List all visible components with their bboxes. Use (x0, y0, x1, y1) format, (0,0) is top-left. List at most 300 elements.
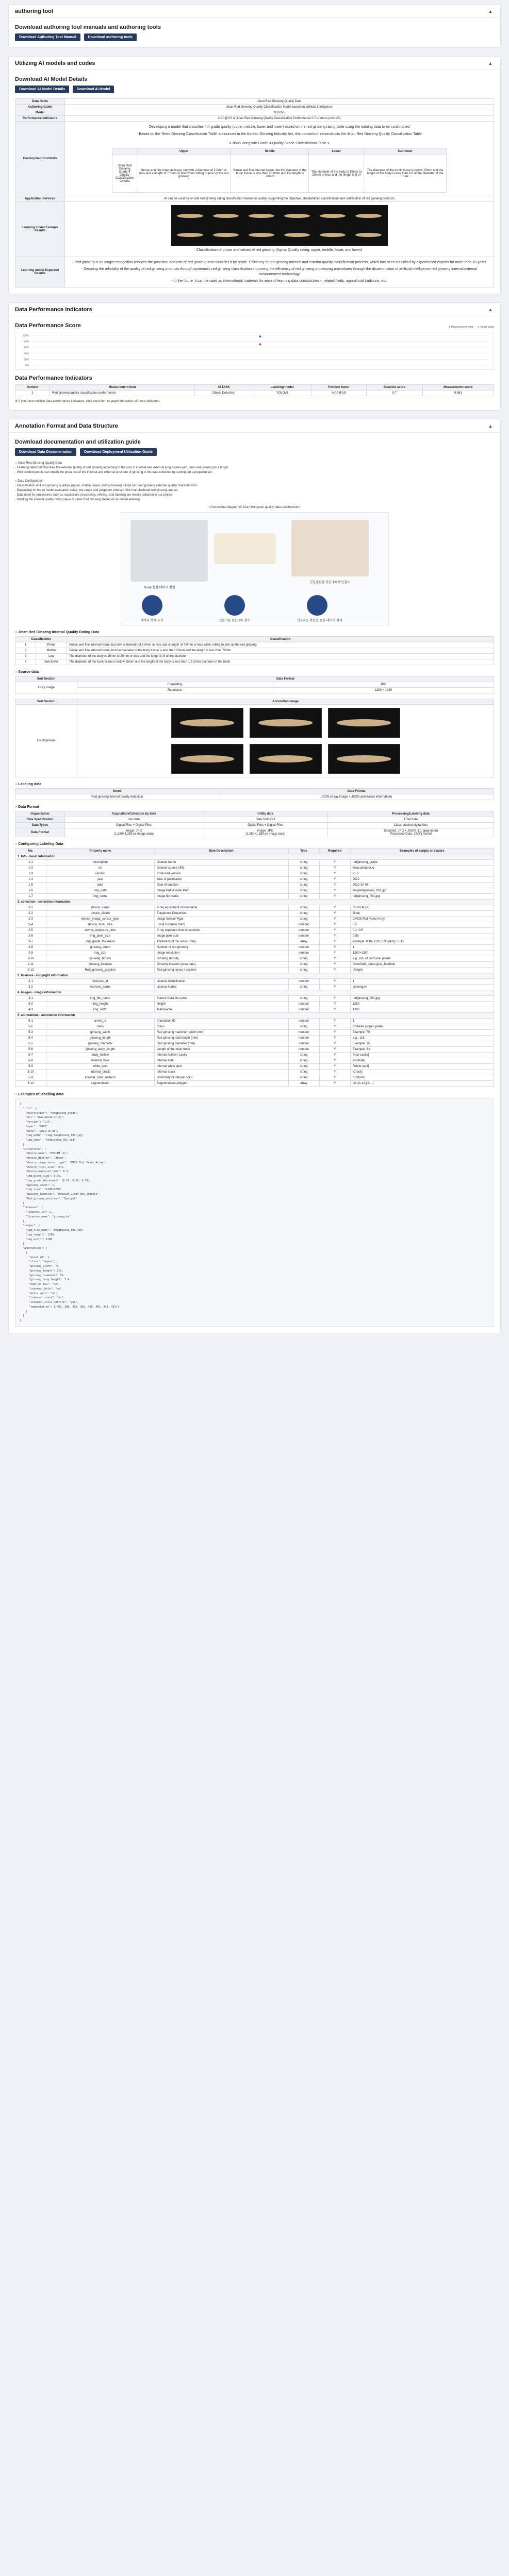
cell: Image Sensor Type (154, 917, 288, 922)
config-line: - Classification of 4 red ginseng qualities (upper, middle, lower, and sub-lower) based on 5 red ginseng external quality characteristics (15, 484, 198, 488)
table-row (15, 866, 494, 871)
cell: Annotation ID (154, 1019, 288, 1024)
cell: 5-3 (15, 1030, 46, 1036)
cell: v1.0 (350, 871, 494, 877)
learn-caption: Classification of prices and values of red ginseng (Agrisi: Quality rating: upper, middle, lower, and lower) (196, 248, 363, 252)
table-row (15, 1058, 494, 1064)
cell: ginseng_tensity (46, 956, 155, 962)
cell: 1280×1280 (350, 951, 494, 956)
cell: Focal Distance (mm) (154, 922, 288, 928)
example-json: { "info": { "description": "redginseng_grade", "url": "www.aihub.or.kr", "version": "1.0", "year": "2022", "date": "2022-10-05", "img_path": "/img/redginseng_001.jpg", "img_name": "redginseng_001.jpg" }, "collection": { "device_name": "DEXIEM (X)", "device_distrib": "Jinan", "device_image_sensor_type": "CMOS Flat Panel Array", "device_focal_size": 0.5, "device_exposure_time": 0.3, "img_pixel_size": 0.05, "img_grade_thickness": [0.10, 0.20, 0.30], "ginseng_count": 1, "img_size": "1280x1280", "ginseng_location": "DoneSaM_Jinan-gun_Jeonbuk", "Red_ginseng_position": "Upright" }, "licenses": { "licenses_id": 1, "licenses_name": "ginseng.kr" }, "images": { "img_file_name": "redginseng_001.jpg", "img_height": 1280, "img_width": 1280 }, "annotations": [ { "annot_id": 1, "class": "upper", "ginseng_width": 70, "ginseng_length": 115, "ginseng_diameter": 15, "ginseng_body_length": 3.4, "body_hollow": "no", "internal_hole": "no", "white_spot": "no", "internal_crack": "no", "internal_color_uniform": "yes", "segmentation": [[402, 388, 410, 392, 420, 401, 433, 415]] } ] } (15, 1098, 494, 1327)
grade-cell: Sense and fine internal tissue, but with a diameter of 2.0mm or less and a length of 7.0mm or less when rolling to pick up the red ginseng (137, 155, 231, 193)
cell: ginseng_length (46, 1036, 155, 1041)
intro-line: - Learning data that classifies the external quality of red ginseng according to the size of internal and external long bodies with Jinan red ginseng as a target (15, 466, 228, 470)
cell: Y (319, 968, 350, 973)
chevron-up-icon[interactable]: ▲ (488, 423, 493, 429)
cell: 2 (15, 648, 36, 654)
grade-cell: The diameter of the trunk tissue is below 15mm and the length of the body is less than 1/2 of the diameter of the trunk (364, 155, 447, 193)
spec-group-row (15, 900, 494, 905)
cell: 1-1 (15, 860, 46, 866)
cell: 1 (350, 945, 494, 951)
cell: Formatting (77, 682, 273, 688)
effect-line: - In the future, it can be used as international materials for ease of learning data construction in related fields, agricultural traditions, etc. (171, 279, 387, 283)
legend-item[interactable]: ● Measurement value (449, 326, 474, 329)
cell: string (288, 1058, 319, 1064)
cell: Internal white spot (154, 1064, 288, 1070)
cell: 2-9 (15, 951, 46, 956)
cell: /img/redginseng_001.jpg (350, 888, 494, 894)
table-row (15, 996, 494, 1002)
cell: white_spot (46, 1064, 155, 1070)
col-header: Sort Section (15, 676, 77, 682)
cell: 2-1 (15, 905, 46, 911)
cell: 5-5 (15, 1041, 46, 1047)
col-header: Data Format (77, 676, 494, 682)
cell: Red ginseng quality classification performance (50, 391, 195, 396)
config-line: - Depending on the AI model evaluation value, the range and judgment criteria of the manufactured red ginseng are set (15, 489, 178, 493)
cell: 1 (350, 1019, 494, 1024)
download-model-button[interactable]: Download AI Model (73, 86, 114, 93)
cell: Y (319, 860, 350, 866)
cell: Y (319, 962, 350, 968)
cell: Transverse (154, 1007, 288, 1013)
section-header[interactable] (9, 303, 500, 316)
cell: Y (319, 894, 350, 900)
section-title: Data Performance Indicators (15, 306, 92, 313)
cell: 2-3 (15, 917, 46, 922)
row-value: AI can be used for on-site red ginseng rating classification based on quality, supporting the objective, standardized classification and certification of red ginseng products (65, 196, 494, 202)
cell: Red_ginseng_position (46, 968, 155, 973)
y-tick-label: 80.0 (24, 340, 29, 344)
performance-chart (15, 332, 494, 370)
cell: Year of publication (154, 877, 288, 883)
cell: [x1,y1,x2,y2,...] (350, 1081, 494, 1087)
col-header: Data Format (219, 789, 494, 794)
cell: Y (319, 956, 350, 962)
row-label: Application Services (15, 196, 65, 202)
ginseng-thumb (209, 207, 243, 225)
table-row (15, 894, 494, 900)
cell: Y (319, 1047, 350, 1053)
xray-image (171, 744, 243, 774)
cell: annot_id (46, 1019, 155, 1024)
cell: Date of creation (154, 883, 288, 888)
cell: Image Path/Folder Path (154, 888, 288, 894)
cell: number (288, 928, 319, 934)
cell: string (288, 905, 319, 911)
ginseng-thumb (280, 207, 314, 225)
cell: 1-4 (15, 877, 46, 883)
cell: img_height (46, 1002, 155, 1007)
grade-header: Sub-lower (364, 149, 447, 155)
cell: 1-5 (15, 883, 46, 888)
cell: device_image_sensor_type (46, 917, 155, 922)
cell: 2022 (350, 877, 494, 883)
section-heading: Download authoring tool manuals and authoring tools (15, 24, 161, 30)
col-header: Classification (67, 637, 494, 642)
cell: number (288, 1047, 319, 1053)
cell: Segmentation polygon (154, 1081, 288, 1087)
grade-cell: The diameter of the body is 15mm to 20mm or less and the length is 5 of (309, 155, 364, 193)
row-value: Jinan Red Ginseng Quality Data (65, 99, 494, 105)
cell: Internal crack (154, 1070, 288, 1075)
format-table (15, 811, 494, 837)
labeling-spec-table (15, 848, 494, 1087)
cell: internal_crack (46, 1070, 155, 1075)
cell: licenses_name (46, 985, 155, 990)
col-header: No. (15, 849, 46, 854)
cell: Image file name (154, 894, 288, 900)
table-row (15, 1053, 494, 1058)
cell: year (46, 877, 155, 883)
cell: Data Hold-Out (203, 817, 328, 823)
cell: string (288, 956, 319, 962)
cell: device_exposure_time (46, 928, 155, 934)
cell: JPG (273, 682, 494, 688)
col-header: Utility data (203, 811, 328, 817)
cell: 5-8 (15, 1058, 46, 1064)
table-row (15, 860, 494, 866)
ginseng-thumb (244, 207, 278, 225)
annotation-image-table (15, 699, 494, 777)
model-desc: - Based on the 'Seed Ginseng Classification Table' announced in the Korean Ginseng Industry Act, this consortium reconstructs the Jinan Red Ginseng Quality Classification Table (137, 132, 422, 137)
section-ai-models (8, 56, 501, 294)
cell: 1 (15, 391, 50, 396)
section-header[interactable] (9, 419, 500, 433)
cell: Y (319, 979, 350, 985)
cell: Y (319, 1007, 350, 1013)
legend-item[interactable]: ● Target value (478, 326, 494, 329)
col-header: Organization (15, 811, 65, 817)
cell: Chinese (upper grade) (350, 1024, 494, 1030)
xray-machine-image (130, 520, 208, 582)
cell: string (288, 883, 319, 888)
cell: number (288, 922, 319, 928)
cell: Y (319, 1019, 350, 1024)
table-row (15, 877, 494, 883)
col-header: Processing/Labeling data (328, 811, 494, 817)
y-tick-label: 100.0 (22, 334, 29, 338)
cell: string (288, 877, 319, 883)
chart-svg (15, 332, 495, 369)
download-model-details-button[interactable]: Download AI Model Details (15, 86, 69, 93)
row-value: Jinan Red Ginseng Quality Classification Model based on artificial intelligence (65, 105, 494, 110)
performance-table (15, 384, 494, 396)
cell: Jinan (350, 911, 494, 917)
row-label: Learning model Expected Results (15, 257, 65, 287)
cell: string (288, 1070, 319, 1075)
xray-image (250, 744, 322, 774)
cell: Dataset source URL (154, 866, 288, 871)
config-line: - Data used for procedures such as acquisition, processing, refining, and labeling are readily obtained in our project (15, 494, 173, 497)
cell: www.aihub.or.kr (350, 866, 494, 871)
cell: string (288, 962, 319, 968)
cell: 1280 (350, 1007, 494, 1013)
cell: DoneSaM_Jinan-gun_Jeonbuk (350, 962, 494, 968)
cell: string (288, 985, 319, 990)
cell: JSON (X-ray image + JSON annotation information) (219, 794, 494, 800)
grade-table (112, 148, 447, 193)
cell: Y (319, 1064, 350, 1070)
cell: segmentation (46, 1081, 155, 1087)
cell: Produced version (154, 871, 288, 877)
cell: Data Specification (15, 817, 65, 823)
chevron-up-icon[interactable]: ▲ (488, 60, 493, 66)
data-point[interactable] (259, 335, 261, 337)
cell: 2-5 (15, 928, 46, 934)
icon-circle (307, 595, 327, 616)
intro-line: - Well divided people can obtain the presence of the internal and external structure of ginseng in the data collected by sorting out a prepared set. (15, 471, 213, 474)
table-row (15, 917, 494, 922)
label-title: ○ Labeling data (15, 783, 42, 787)
table-row (15, 871, 494, 877)
cell: Y (319, 1036, 350, 1041)
cell: DEXIEM (X) (350, 905, 494, 911)
cell: ginseng_count (46, 945, 155, 951)
cell: Y (319, 905, 350, 911)
cell: 0.1~0.5 (350, 928, 494, 934)
cell: Final data (328, 817, 494, 823)
xray-image (328, 744, 400, 774)
cell: Sub-lower (36, 659, 67, 665)
cell: array (288, 1081, 319, 1087)
table-row (15, 1002, 494, 1007)
row-label: Authoring Guide (15, 105, 65, 110)
table-row (15, 905, 494, 911)
cell: Class-labeled digital files (328, 823, 494, 828)
col-header: Annotation Image (77, 699, 494, 705)
cell: Y (319, 1075, 350, 1081)
ginseng-thumb (244, 226, 278, 244)
cell: Y (319, 1030, 350, 1036)
source-title: ○ Source data (15, 670, 39, 674)
row-value: YOLOv5 (65, 110, 494, 116)
cell: redginseng_001.jpg (350, 894, 494, 900)
cell: ginseng_diameter (46, 1041, 155, 1047)
labeling-table (15, 788, 494, 800)
cell: 2-7 (15, 939, 46, 945)
cell: ginseng_location (46, 962, 155, 968)
cell: License identification (154, 979, 288, 985)
col-header: Acquisition/Collection by date (65, 811, 203, 817)
legend-label: Measurement value (451, 326, 474, 329)
cell: Y (319, 1081, 350, 1087)
table-row (15, 1036, 494, 1041)
cell: internal_hole (46, 1058, 155, 1064)
col-header: Learning model (253, 385, 311, 391)
cell: X-ray Image (15, 682, 77, 693)
cell: 0.7 (366, 391, 422, 396)
spec-group-label: 3. licenses - copyright information (15, 973, 494, 979)
cell: 5-10 (15, 1070, 46, 1075)
cell: Y (319, 866, 350, 871)
cell: string (288, 888, 319, 894)
diagram-label: 인공지능 학습을 통한 데이터 정제 (297, 619, 342, 623)
cell: 5-12 (15, 1081, 46, 1087)
cell: image: JPG (1,280×1,280 px image data) (203, 828, 328, 837)
table-row[interactable] (15, 391, 494, 396)
diagram-label: 진한홍삼을 통한 1차 확인검사 (309, 581, 350, 585)
section-header[interactable] (9, 5, 500, 18)
col-header: Item Description (154, 849, 288, 854)
y-tick-label: 0.0 (25, 364, 29, 368)
cell: [White spot] (350, 1064, 494, 1070)
cell: Internal hollow / cavity (154, 1053, 288, 1058)
cell: 5-1 (15, 1019, 46, 1024)
cell: 2-4 (15, 922, 46, 928)
col-header: Measurement item (50, 385, 195, 391)
model-details-table (15, 98, 494, 287)
cell: device_name (46, 905, 155, 911)
example-title: ○ Examples of labelling data (15, 1093, 64, 1097)
table-row (15, 888, 494, 894)
cell: Prime (36, 642, 67, 648)
cell: CMOS Flat Panel Array (350, 917, 494, 922)
cell: string (288, 917, 319, 922)
cell: 1-7 (15, 894, 46, 900)
cell: number (288, 1030, 319, 1036)
spec-group-row (15, 990, 494, 996)
xray-image (328, 708, 400, 738)
cell: 5-11 (15, 1075, 46, 1081)
grade-corner (112, 149, 137, 155)
col-header: Perform factor (311, 385, 367, 391)
download-guide-button[interactable]: Download Deployment Utilization Guide (80, 448, 157, 456)
section-heading: Download AI Model Details (15, 76, 88, 82)
ginseng-thumb (316, 226, 350, 244)
table-row (15, 956, 494, 962)
cell: Middle (36, 648, 67, 654)
download-manual-button[interactable]: Download Authoring Tool Manual (15, 33, 80, 41)
cell: 2-2 (15, 911, 46, 917)
table-row (15, 1030, 494, 1036)
table-row (15, 951, 494, 956)
model-desc: Developing a model that classifies 4th grade quality (upper, middle, lower and lower) based on the red ginseng rating table using the training data to be constructed (149, 125, 410, 129)
cell: date (46, 883, 155, 888)
table-row (15, 1075, 494, 1081)
cell: Thickness of the slices (mm) (154, 939, 288, 945)
spec-group-label: 5. annotations - annotation information (15, 1013, 494, 1019)
cell: Low (36, 654, 67, 659)
concept-diagram (121, 512, 389, 625)
cell: 4-1 (15, 996, 46, 1002)
cell: [Non-cavity] (350, 1053, 494, 1058)
table-row (15, 1081, 494, 1087)
table-row (15, 962, 494, 968)
cell: 5-4 (15, 1036, 46, 1041)
cell: License Name (154, 985, 288, 990)
cell: e.g., No. of corrosion points (350, 956, 494, 962)
cell: string (288, 968, 319, 973)
cell: img_name (46, 894, 155, 900)
cell: Resolution (77, 688, 273, 693)
cell: Internal hole (154, 1058, 288, 1064)
cell: Y (319, 877, 350, 883)
col-header: Sort Section (15, 699, 77, 705)
cell: string (288, 1064, 319, 1070)
section-header[interactable] (9, 57, 500, 70)
effect-line: - Securing the reliability of the quality of red ginseng products through systematic red ginseng classification improving the efficiency of red ginseng processing procedures through the dissemination of artificial intelligence red ginseng internal/external measurement technology (81, 267, 478, 276)
cell: Y (319, 945, 350, 951)
spec-group-row (15, 1013, 494, 1019)
grade-rating-table (15, 636, 494, 665)
cell: 2-8 (15, 945, 46, 951)
download-tools-button[interactable]: Download authoring tools (84, 33, 137, 41)
download-documentation-button[interactable]: Download Data Documentation (15, 448, 76, 456)
data-point[interactable] (259, 344, 261, 346)
config-line: - Building the internal quality rating value of Jinan Red Ginseng based on AI model learning (15, 498, 140, 502)
cell: Y (319, 871, 350, 877)
cell: description (46, 860, 155, 866)
table-row (15, 934, 494, 939)
cell: Digital Files + Digital Files (65, 823, 203, 828)
cell: Length of the main trunk (154, 1047, 288, 1053)
chevron-up-icon[interactable]: ▲ (488, 8, 493, 14)
cell: 1-3 (15, 871, 46, 877)
spec-group-label: 2. collection - collection information (15, 900, 494, 905)
cell: Image resolution (154, 951, 288, 956)
table-row (15, 939, 494, 945)
row-value: mAP@0.5 of Jinan Red Ginseng Quality Classification Performance 0.7 or more (over 20) (65, 116, 494, 122)
cell: string (288, 866, 319, 871)
cell: [Crack] (350, 1070, 494, 1075)
section-title: Utilizing AI models and codes (15, 60, 95, 66)
cell: 5-7 (15, 1053, 46, 1058)
spec-group-row (15, 854, 494, 860)
cell: 2-6 (15, 934, 46, 939)
table-row (15, 1019, 494, 1024)
ginseng-inspection-image (291, 520, 369, 577)
cell: Y (319, 922, 350, 928)
cell: The diameter of the trunk tissue is below 15mm and the length of the body is less than 1/2 of the diameter of the trunk (67, 659, 494, 665)
cell: ginseng.kr (350, 985, 494, 990)
cell: Data Types (15, 823, 65, 828)
cell: redginseng_grade (350, 860, 494, 866)
cell: 2-11 (15, 962, 46, 968)
col-header: Scroll (15, 789, 219, 794)
cell: string (288, 996, 319, 1002)
section-heading: Data Performance Indicators (15, 375, 92, 382)
ginseng-thumb (280, 226, 314, 244)
grade-table-title: ○ Jinan Red Ginseng Internal Quality Rating Data (15, 631, 100, 635)
chart-title: Data Performance Score (15, 323, 81, 329)
cell: Y (319, 1041, 350, 1047)
row-label: Performance Indicators (15, 116, 65, 122)
table-row (15, 979, 494, 985)
cell: example: 0.10, 0.20, 0.30 (dim), 1~15 (350, 939, 494, 945)
cell: body_hollow (46, 1053, 155, 1058)
cell: 3 (15, 654, 36, 659)
cell: Y (319, 917, 350, 922)
cell: Y (319, 1058, 350, 1064)
chevron-up-icon[interactable]: ▲ (488, 307, 493, 312)
cell: Y (319, 1070, 350, 1075)
cell: Source Data file name (154, 996, 288, 1002)
grade-caption: < Jinan Hongsam Grade 4 Quality Grade Classification Table > (229, 142, 330, 146)
cell: url (46, 866, 155, 871)
row-label: Development Contents (15, 122, 65, 196)
cell: X-ray exposure time in seconds (154, 928, 288, 934)
cell: number (288, 1002, 319, 1007)
cell: number (288, 1019, 319, 1024)
grade-header: Middle (231, 149, 309, 155)
cell: Red ginseng diameter (mm) (154, 1041, 288, 1047)
cell: Digital Files + Digital Files (203, 823, 328, 828)
cell: string (288, 1075, 319, 1081)
cell: 1280 (350, 1002, 494, 1007)
cell: 4 (15, 659, 36, 665)
cell: ginseng_width (46, 1030, 155, 1036)
